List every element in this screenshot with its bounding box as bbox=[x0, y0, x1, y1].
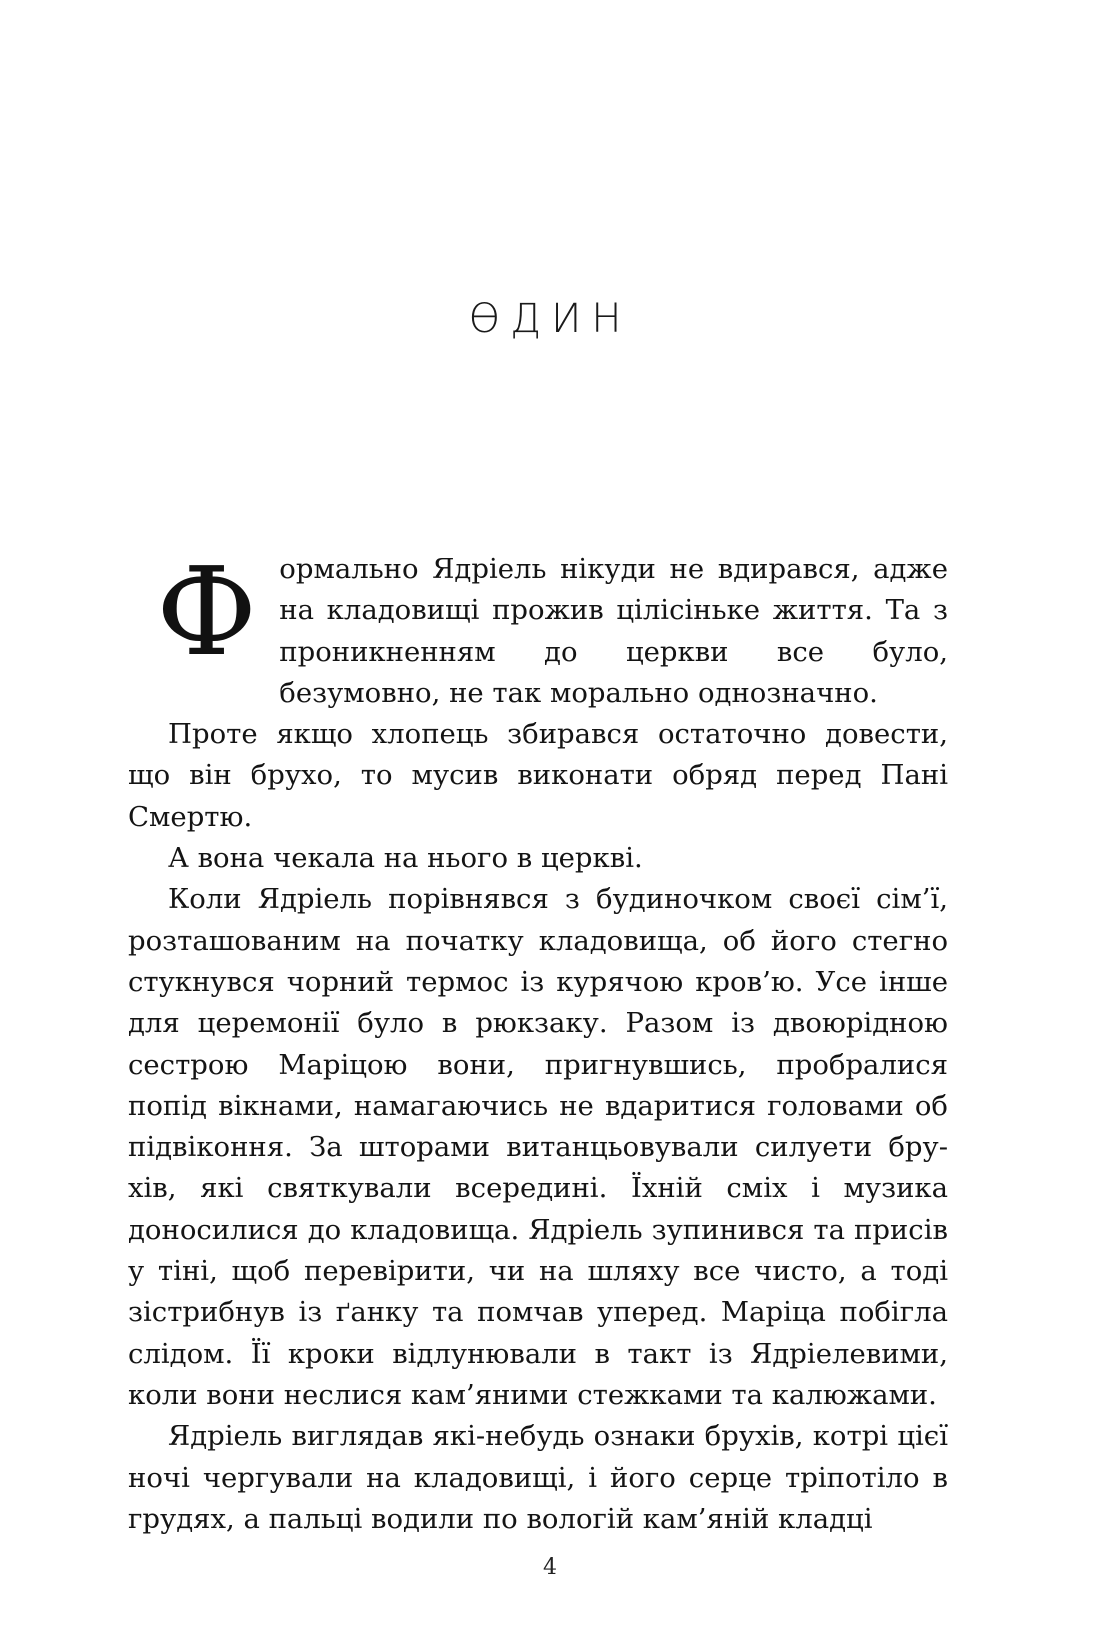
page-number: 4 bbox=[543, 1555, 557, 1580]
body-text bbox=[128, 541, 948, 1540]
paragraph-2: Проте якщо хлопець збирався остаточно довести, що він брухо, то мусив виконати обряд перед Пані Смертю. bbox=[128, 718, 948, 833]
paragraph-3: А вона чекала на нього в церкві. bbox=[168, 842, 643, 875]
drop-cap: Ф bbox=[156, 541, 258, 683]
paragraph-1 bbox=[128, 541, 948, 714]
paragraph-4: Коли Ядріель порівнявся з будиночком своєї сім’ї, розташованим на початку кладовища, об його стегно стукнувся чорний термос із курячою кров’ю. Усе інше для церемонії було в рюкзаку. Разом із двоюрідною сестрою Маріцою вони, пригнувшись, пробралися попід вікнами, намагаючись не вдаритися головами об підвіконня. За шторами витанцьовували силуети брухів, які святкували всередині. Їхній сміх і музика доносилися до кладовища. Ядріель зупинився та присів у тіні, щоб перевірити, чи на шляху все чисто, а тоді зістрибнув із ґанку та помчав уперед. Маріца побігла слідом. Її кроки відлунювали в такт із Ядріелевими, коли вони неслися кам’яними стежками та калюжами. bbox=[128, 883, 948, 1411]
chapter-title: ѲДИН bbox=[468, 296, 632, 342]
paragraph-1-text: ормально Ядріель нікуди не вдирався, адже на кладовищі прожив цілісіньке життя. Та з проникненням до церкви все було, безумовно, не так морально однозначно. bbox=[279, 553, 948, 709]
paragraph-5: Ядріель виглядав які-небудь ознаки брухів, котрі цієї ночі чергували на кладовищі, і його серце тріпотіло в грудях, а пальці водили по вологій кам’яній кладці bbox=[128, 1420, 948, 1535]
